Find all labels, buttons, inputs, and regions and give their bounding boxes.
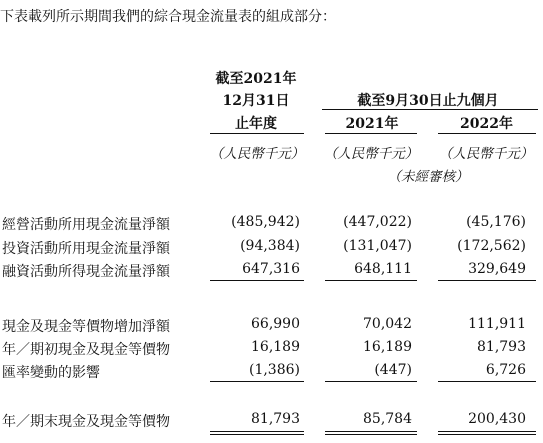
row-label-investing: 投資活動所用現金流量淨額: [2, 241, 170, 257]
subtotal-rule-col1: [210, 280, 304, 281]
cell-fx-effect-2022-9m: 6,726: [485, 362, 526, 378]
col2-header-year: 2021年: [345, 116, 399, 132]
double-rule-col3-a: [438, 431, 536, 432]
cell-opening-cash-2021-9m: 16,189: [363, 339, 412, 355]
total-rule-col3: [438, 381, 536, 382]
cell-investing-2021fy: (94,384): [240, 238, 300, 254]
cell-fx-effect-2021-9m: (447): [374, 362, 412, 378]
cell-operating-2022-9m: (45,176): [466, 214, 526, 230]
row-label-closing-cash: 年／期末現金及現金等價物: [2, 414, 170, 430]
subtotal-rule-col3: [438, 280, 536, 281]
cell-net-increase-2021-9m: 70,042: [363, 316, 412, 332]
cell-closing-cash-2021fy: 81,793: [251, 411, 300, 427]
double-rule-col3-b: [438, 434, 536, 435]
intro-text: 下表載列所示期間我們的綜合現金流量表的組成部分：: [0, 9, 336, 25]
col1-header-line2: 12月31日: [222, 93, 290, 109]
cell-investing-2021-9m: (131,047): [343, 238, 412, 254]
group-header-rule: [322, 109, 538, 110]
col3-header-rule: [438, 133, 536, 134]
col1-unit: （人民幣千元）: [209, 146, 305, 162]
cell-operating-2021-9m: (447,022): [343, 214, 412, 230]
cell-financing-2022-9m: 329,649: [468, 261, 526, 277]
col2-unit: （人民幣千元）: [323, 146, 419, 162]
row-label-fx-effect: 匯率變動的影響: [2, 365, 100, 381]
col1-header-rule: [210, 133, 304, 134]
cell-opening-cash-2022-9m: 81,793: [477, 339, 526, 355]
cell-net-increase-2021fy: 66,990: [251, 316, 300, 332]
total-rule-col1: [210, 381, 304, 382]
subtotal-rule-col2: [325, 280, 417, 281]
cell-fx-effect-2021fy: (1,386): [248, 362, 300, 378]
col3-unit: （人民幣千元）: [438, 146, 534, 162]
total-rule-col2: [325, 381, 417, 382]
double-rule-col2-a: [325, 431, 417, 432]
row-label-financing: 融資活動所得現金流量淨額: [2, 264, 170, 280]
row-label-net-increase: 現金及現金等價物增加淨額: [2, 319, 170, 335]
cell-net-increase-2022-9m: 111,911: [468, 316, 526, 332]
cell-financing-2021fy: 647,316: [242, 261, 300, 277]
cell-operating-2021fy: (485,942): [231, 214, 300, 230]
nine-months-group-header: 截至9月30日止九個月: [357, 93, 499, 109]
row-label-operating: 經營活動所用現金流量淨額: [2, 217, 170, 233]
unaudited-note: （未經審核）: [387, 169, 469, 185]
col2-header-rule: [325, 133, 417, 134]
double-rule-col2-b: [325, 434, 417, 435]
col1-header-line3: 止年度: [235, 116, 277, 132]
row-label-opening-cash: 年／期初現金及現金等價物: [2, 342, 170, 358]
cell-closing-cash-2021-9m: 85,784: [363, 411, 412, 427]
cell-closing-cash-2022-9m: 200,430: [468, 411, 526, 427]
cell-opening-cash-2021fy: 16,189: [251, 339, 300, 355]
col3-header-year: 2022年: [460, 116, 513, 132]
cell-financing-2021-9m: 648,111: [354, 261, 412, 277]
double-rule-col1-a: [210, 431, 304, 432]
double-rule-col1-b: [210, 434, 304, 435]
cell-investing-2022-9m: (172,562): [457, 238, 526, 254]
col1-header-line1: 截至2021年: [215, 71, 297, 87]
